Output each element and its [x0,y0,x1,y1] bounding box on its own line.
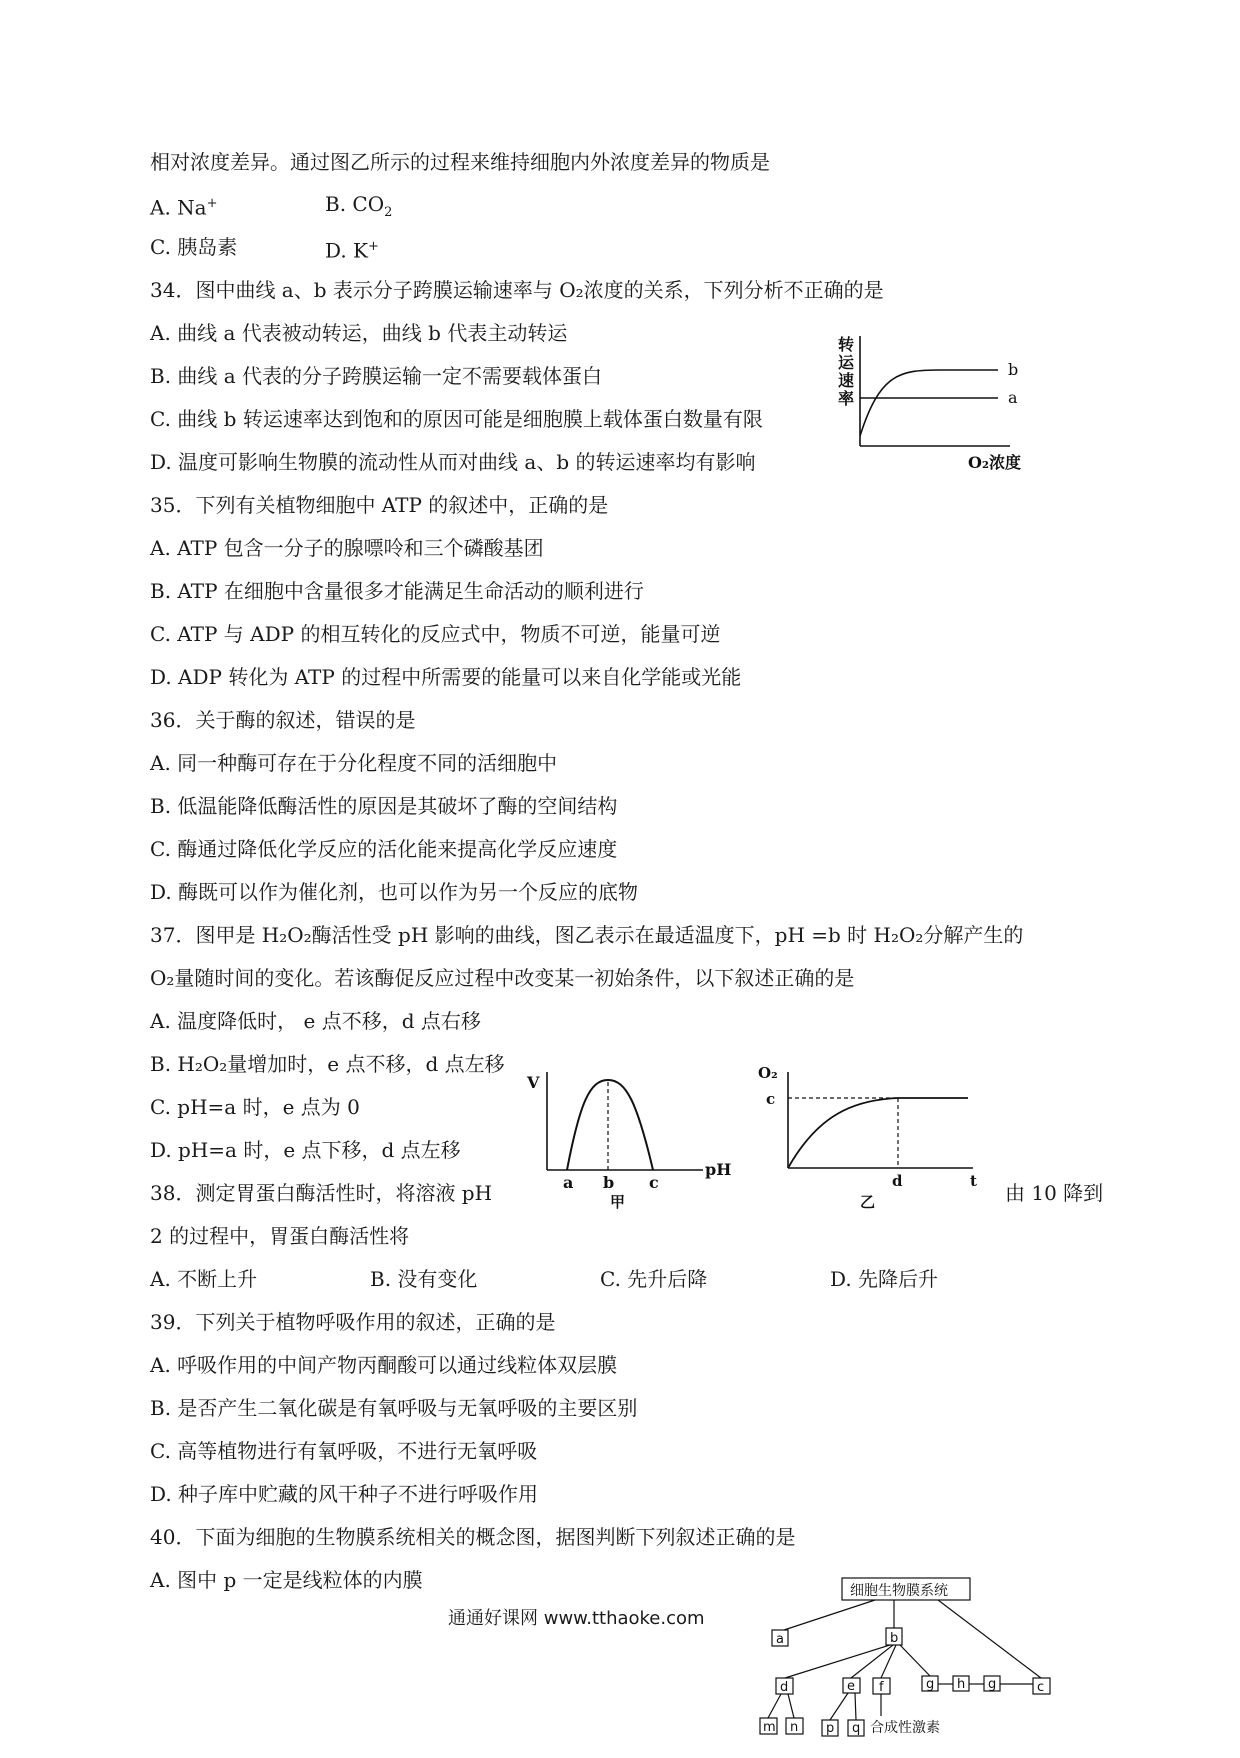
q36-option-b: B. 低温能降低酶活性的原因是其破坏了酶的空间结构 [150,794,618,818]
q34-curve-a-label: a [1008,388,1018,407]
q37-stem-line1: 37．图甲是 H₂O₂酶活性受 pH 影响的曲线，图乙表示在最适温度下，pH =b 时 H₂O₂分解产生的 [150,923,1024,947]
q38-option-c: C. 先升后降 [600,1267,708,1291]
q35-stem: 35．下列有关植物细胞中 ATP 的叙述中，正确的是 [150,493,609,517]
q36-option-a: A. 同一种酶可存在于分化程度不同的活细胞中 [150,751,558,775]
q37-stem-line2: O₂量随时间的变化。若该酶促反应过程中改变某一初始条件，以下叙述正确的是 [150,966,855,990]
jia-ylabel: V [527,1073,540,1092]
yi-c-label: c [766,1090,776,1108]
node-b-label: b [890,1631,899,1646]
q35-option-d: D. ADP 转化为 ATP 的过程中所需要的能量可以来自化学能或光能 [150,665,742,689]
q34-ylabel-4: 率 [838,389,855,408]
q35-option-c: C. ATP 与 ADP 的相互转化的反应式中，物质不可逆，能量可逆 [150,622,721,646]
edge-e-p [830,1693,848,1720]
q34-ylabel-3: 速 [838,371,855,390]
q36-stem: 36．关于酶的叙述，错误的是 [150,708,416,732]
q34-option-b: B. 曲线 a 代表的分子跨膜运输一定不需要载体蛋白 [150,364,603,388]
jia-xlabel: pH [705,1160,732,1179]
yi-curve [788,1098,968,1168]
node-m-label: m [763,1720,776,1735]
q37-option-d: D. pH=a 时，e 点下移，d 点左移 [150,1138,461,1162]
node-hormone-label: 合成性激素 [870,1720,940,1736]
q34-option-d: D. 温度可影响生物膜的流动性从而对曲线 a、b 的转运速率均有影响 [150,450,756,474]
footer-website: 通通好课网 www.tthaoke.com [448,1608,705,1629]
q34-ylabel-2: 运 [838,353,855,372]
q40-stem: 40．下面为细胞的生物膜系统相关的概念图，据图判断下列叙述正确的是 [150,1525,796,1549]
q34-xlabel: O₂浓度 [968,453,1021,472]
edge-b-e [851,1645,893,1678]
q39-option-b: B. 是否产生二氧化碳是有氧呼吸与无氧呼吸的主要区别 [150,1396,638,1420]
node-p-label: p [826,1721,835,1736]
edge-root-c [938,1600,1041,1678]
q34-option-a: A. 曲线 a 代表被动转运，曲线 b 代表主动转运 [150,321,568,345]
node-n-label: n [790,1720,799,1735]
jia-tick-b: b [603,1173,615,1192]
edge-b-g [900,1645,930,1676]
intro-text: 相对浓度差异。通过图乙所示的过程来维持细胞内外浓度差异的物质是 [150,150,770,174]
q34-transport-chart [830,328,1040,473]
q37-option-a: A. 温度降低时， e 点不移，d 点右移 [150,1009,481,1033]
node-a-label: a [776,1632,784,1647]
q36-option-c: C. 酶通过降低化学反应的活化能来提高化学反应速度 [150,837,618,861]
q37-figure-jia [525,1062,745,1212]
node-g2-label: g [988,1677,997,1692]
edge-e-q [855,1693,856,1720]
yi-ylabel: O₂ [758,1064,778,1082]
q34-option-c: C. 曲线 b 转运速率达到饱和的原因可能是细胞膜上载体蛋白数量有限 [150,407,763,431]
node-root-label: 细胞生物膜系统 [850,1583,948,1599]
q34-stem: 34．图中曲线 a、b 表示分子跨膜运输速率与 O₂浓度的关系，下列分析不正确的是 [150,278,884,302]
q33-option-b: B. $CO_2$ [325,192,393,220]
q38-stem-line2: 2 的过程中，胃蛋白酶活性将 [150,1224,410,1248]
q33-option-c: C. 胰岛素 [150,235,238,259]
q36-option-d: D. 酶既可以作为催化剂，也可以作为另一个反应的底物 [150,880,639,904]
node-f-label: f [879,1680,884,1695]
q35-option-b: B. ATP 在细胞中含量很多才能满足生命活动的顺利进行 [150,579,644,603]
yi-caption: 乙 [860,1193,876,1211]
q37-option-b: B. H₂O₂量增加时，e 点不移，d 点左移 [150,1052,505,1076]
q39-option-d: D. 种子库中贮藏的风干种子不进行呼吸作用 [150,1482,539,1506]
node-d-label: d [780,1680,789,1695]
node-c-label: c [1037,1680,1045,1695]
q39-option-c: C. 高等植物进行有氧呼吸，不进行无氧呼吸 [150,1439,538,1463]
q33-option-d: D. K+ [325,238,379,263]
q38-option-a: A. 不断上升 [150,1267,258,1291]
q37-option-c: C. pH=a 时，e 点为 0 [150,1095,360,1119]
q35-option-a: A. ATP 包含一分子的腺嘌呤和三个磷酸基团 [150,536,544,560]
edge-root-a [784,1600,875,1630]
edge-b-d [785,1645,890,1678]
edge-d-m [768,1694,781,1718]
node-q-label: q [852,1721,861,1736]
node-g1-label: g [926,1677,935,1692]
q34-curve-b-label: b [1008,360,1019,379]
q38-option-b: B. 没有变化 [370,1267,478,1291]
edge-d-n [788,1694,794,1718]
q38-stem-left: 38．测定胃蛋白酶活性时，将溶液 pH [150,1181,493,1205]
jia-tick-a: a [563,1173,574,1192]
node-e-label: e [847,1679,855,1694]
q39-option-a: A. 呼吸作用的中间产物丙酮酸可以通过线粒体双层膜 [150,1353,618,1377]
yi-xlabel: t [970,1172,977,1190]
q39-stem: 39．下列关于植物呼吸作用的叙述，正确的是 [150,1310,556,1334]
q37-figure-yi [758,1060,998,1212]
q40-concept-diagram [760,1572,1060,1754]
q38-stem-right: 由 10 降到 [1005,1181,1104,1205]
jia-caption: 甲 [610,1193,626,1211]
edge-b-f [881,1645,896,1678]
jia-curve [567,1080,653,1170]
jia-tick-c: c [649,1173,659,1192]
q34-curve-b [860,370,998,436]
q34-ylabel-1: 转 [838,335,855,354]
q33-option-a: A. Na+ [150,195,218,220]
yi-d-label: d [892,1172,903,1190]
q38-option-d: D. 先降后升 [830,1267,939,1291]
node-h-label: h [957,1677,966,1692]
q40-option-a: A. 图中 p 一定是线粒体的内膜 [150,1568,423,1592]
